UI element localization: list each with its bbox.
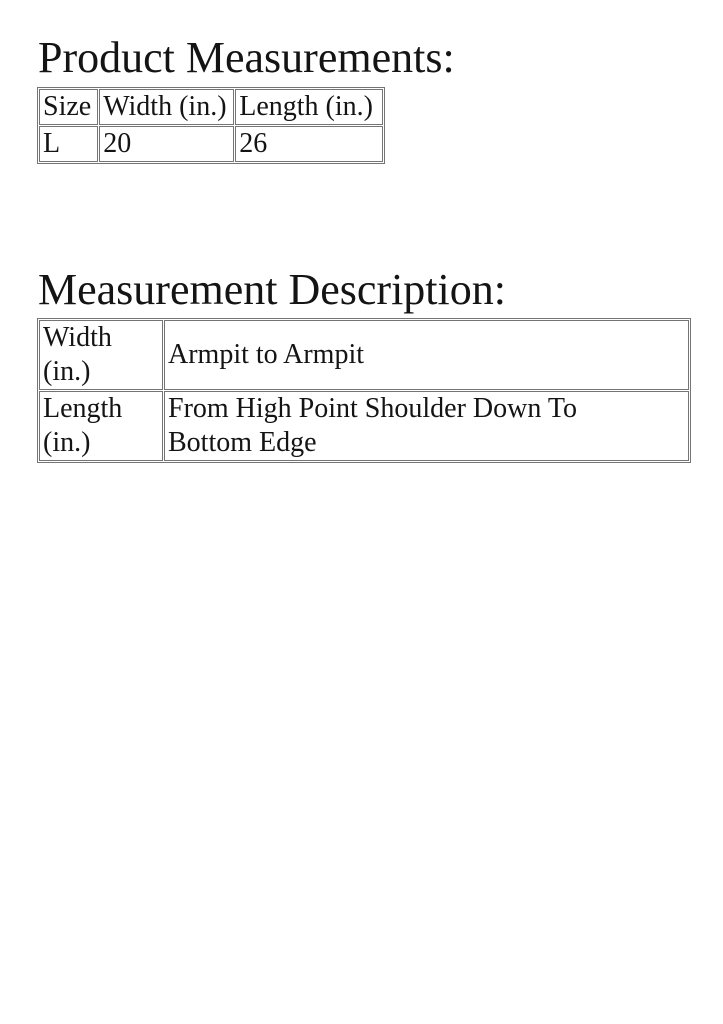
length-column-header: Length (in.) <box>235 89 383 125</box>
size-chart-data-row <box>39 126 383 162</box>
size-value-cell: L <box>39 126 98 162</box>
measurement-description-heading: Measurement Description: <box>38 264 506 314</box>
product-measurements-heading: Product Measurements: <box>38 33 455 82</box>
length-description-row <box>39 391 689 461</box>
width-value-cell: 20 <box>99 126 234 162</box>
width-description-cell: Armpit to Armpit <box>164 320 689 390</box>
length-value-cell: 26 <box>235 126 383 162</box>
measurement-description-section <box>37 265 723 464</box>
width-column-header: Width (in.) <box>99 89 234 125</box>
size-chart-table <box>37 87 385 164</box>
length-label-cell: Length (in.) <box>39 391 163 461</box>
size-column-header: Size <box>39 89 98 125</box>
product-measurements-section <box>37 33 723 164</box>
measurement-description-table <box>37 318 691 463</box>
size-chart-header-row <box>39 89 383 125</box>
length-description-cell: From High Point Shoulder Down To Bottom Edge <box>164 391 689 461</box>
width-description-row <box>39 320 689 390</box>
width-label-cell: Width (in.) <box>39 320 163 390</box>
